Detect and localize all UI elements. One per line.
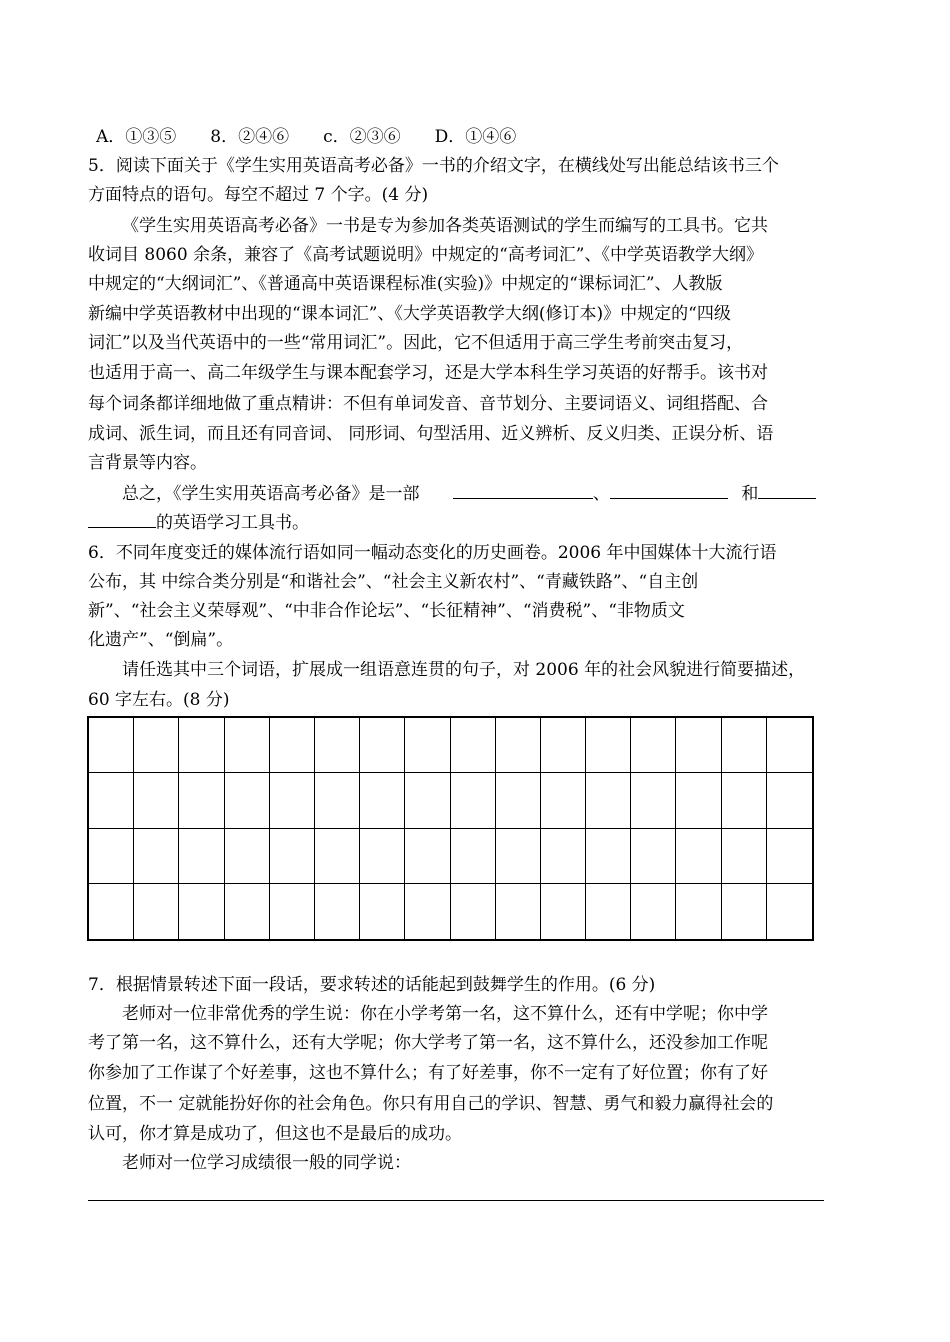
blank-3[interactable] <box>758 482 816 499</box>
grid-cell[interactable] <box>586 829 631 884</box>
grid-cell[interactable] <box>405 773 450 828</box>
q5-passage-line: 新编中学英语教材中出现的“课本词汇”、《大学英语教学大纲(修订本)》中规定的“四级 <box>88 304 731 324</box>
grid-cell[interactable] <box>89 884 134 939</box>
q6-line: 新”、“社会主义荣辱观”、“中非合作论坛”、“长征精神”、“消费税”、“非物质文 <box>88 601 685 621</box>
grid-cell[interactable] <box>360 884 405 939</box>
q7-passage-line: 考了第一名，这不算什么，还有大学呢；你大学考了第一名，这不算什么，还没参加工作呢 <box>88 1033 768 1053</box>
grid-cell[interactable] <box>134 829 179 884</box>
separator-and: 和 <box>741 484 759 504</box>
grid-cell[interactable] <box>767 773 812 828</box>
grid-cell[interactable] <box>451 829 496 884</box>
answer-grid[interactable] <box>87 716 814 941</box>
q5-passage-line: 收词目 8060 余条，兼容了《高考试题说明》中规定的“高考词汇”、《中学英语教学大纲》 <box>88 245 763 265</box>
grid-cell[interactable] <box>270 884 315 939</box>
grid-cell[interactable] <box>586 718 631 773</box>
grid-cell[interactable] <box>270 718 315 773</box>
grid-cell[interactable] <box>315 829 360 884</box>
grid-cell[interactable] <box>315 718 360 773</box>
grid-cell[interactable] <box>225 773 270 828</box>
grid-cell[interactable] <box>134 773 179 828</box>
grid-cell[interactable] <box>225 718 270 773</box>
grid-cell[interactable] <box>631 773 676 828</box>
grid-cell[interactable] <box>631 718 676 773</box>
grid-cell[interactable] <box>225 884 270 939</box>
grid-cell[interactable] <box>225 829 270 884</box>
q5-summary <box>122 482 816 504</box>
q7-passage-line: 认可，你才算是成功了，但这也不是最后的成功。 <box>88 1124 462 1144</box>
grid-cell[interactable] <box>179 718 224 773</box>
summary-start: 总之，《学生实用英语高考必备》是一部 <box>122 484 420 504</box>
grid-cell[interactable] <box>722 773 767 828</box>
grid-cell[interactable] <box>496 884 541 939</box>
grid-cell[interactable] <box>179 773 224 828</box>
grid-cell[interactable] <box>541 718 586 773</box>
q5-passage-line: 每个词条都详细地做了重点精讲：不但有单词发音、音节划分、主要词语义、词组搭配、合 <box>88 394 768 414</box>
q4-options: A．①③⑤ 8．②④⑥ c．②③⑥ D．①④⑥ <box>96 127 517 147</box>
q6-line: 公布，其 中综合类分别是“和谐社会”、“社会主义新农村”、“青藏铁路”、“自主创 <box>88 572 699 592</box>
blank-3-continued[interactable] <box>88 511 156 528</box>
answer-line[interactable] <box>88 1200 824 1201</box>
grid-cell[interactable] <box>270 829 315 884</box>
grid-cell[interactable] <box>451 773 496 828</box>
grid-cell[interactable] <box>676 829 721 884</box>
q6-task: 请任选其中三个词语，扩展成一组语意连贯的句子，对 2006 年的社会风貌进行简要描述， <box>122 660 806 680</box>
summary-end: 的英语学习工具书。 <box>156 513 309 533</box>
q5-passage-line: 《学生实用英语高考必备》一书是专为参加各类英语测试的学生而编写的工具书。它共 <box>122 216 768 236</box>
grid-cell[interactable] <box>541 773 586 828</box>
q7-passage-line: 老师对一位非常优秀的学生说：你在小学考第一名，这不算什么，还有中学呢；你中学 <box>122 1004 768 1024</box>
grid-cell[interactable] <box>541 829 586 884</box>
blank-2[interactable] <box>610 482 728 499</box>
grid-cell[interactable] <box>179 829 224 884</box>
grid-cell[interactable] <box>631 829 676 884</box>
grid-cell[interactable] <box>315 773 360 828</box>
q5-passage-line: 中规定的“大纲词汇”、《普通高中英语课程标准(实验)》中规定的“课标词汇”、人教版 <box>88 274 723 294</box>
grid-cell[interactable] <box>360 773 405 828</box>
grid-cell[interactable] <box>676 718 721 773</box>
q5-passage-line: 也适用于高一、高二年级学生与课本配套学习，还是大学本科生学习英语的好帮手。该书对 <box>88 363 768 383</box>
grid-cell[interactable] <box>767 884 812 939</box>
grid-cell[interactable] <box>405 884 450 939</box>
grid-cell[interactable] <box>360 829 405 884</box>
q5-passage-line: 言背景等内容。 <box>88 453 207 473</box>
grid-cell[interactable] <box>496 773 541 828</box>
q5-summary-end <box>88 511 309 533</box>
grid-cell[interactable] <box>89 829 134 884</box>
grid-cell[interactable] <box>89 718 134 773</box>
grid-cell[interactable] <box>496 829 541 884</box>
q7-prompt: 老师对一位学习成绩很一般的同学说： <box>122 1153 411 1173</box>
grid-cell[interactable] <box>722 884 767 939</box>
q5-line: 5．阅读下面关于《学生实用英语高考必备》一书的介绍文字，在横线处写出能总结该书三个 <box>88 156 779 176</box>
grid-cell[interactable] <box>451 884 496 939</box>
grid-cell[interactable] <box>586 773 631 828</box>
grid-cell[interactable] <box>722 718 767 773</box>
grid-cell[interactable] <box>676 884 721 939</box>
q5-passage-line: 词汇”以及当代英语中的一些“常用词汇”。因此，它不但适用于高三学生考前突击复习， <box>88 333 744 353</box>
grid-cell[interactable] <box>360 718 405 773</box>
grid-cell[interactable] <box>134 884 179 939</box>
grid-cell[interactable] <box>541 884 586 939</box>
q5-passage-line: 成词、派生词，而且还有同音词、 同形词、句型活用、近义辨析、反义归类、正误分析、语 <box>88 424 774 444</box>
grid-cell[interactable] <box>676 773 721 828</box>
grid-cell[interactable] <box>179 884 224 939</box>
q6-line: 6．不同年度变迁的媒体流行语如同一幅动态变化的历史画卷。2006 年中国媒体十大流行语 <box>88 543 777 563</box>
grid-cell[interactable] <box>315 884 360 939</box>
grid-cell[interactable] <box>631 884 676 939</box>
grid-cell[interactable] <box>405 718 450 773</box>
q6-task-2: 60 字左右。(8 分) <box>88 690 230 710</box>
grid-cell[interactable] <box>722 829 767 884</box>
grid-cell[interactable] <box>496 718 541 773</box>
grid-cell[interactable] <box>89 773 134 828</box>
grid-cell[interactable] <box>405 829 450 884</box>
q6-line: 化遗产”、“倒扁”。 <box>88 630 234 650</box>
grid-cell[interactable] <box>270 773 315 828</box>
blank-1[interactable] <box>453 482 593 499</box>
q7-passage-line: 你参加了工作谋了个好差事，这也不算什么；有了好差事，你不一定有了好位置；你有了好 <box>88 1063 768 1083</box>
separator: 、 <box>592 484 610 504</box>
grid-cell[interactable] <box>451 718 496 773</box>
grid-cell[interactable] <box>586 884 631 939</box>
q7-passage-line: 位置，不一 定就能扮好你的社会角色。你只有用自己的学识、智慧、勇气和毅力赢得社会的 <box>88 1094 774 1114</box>
grid-cell[interactable] <box>767 829 812 884</box>
grid-cell[interactable] <box>134 718 179 773</box>
q7-title: 7．根据情景转述下面一段话，要求转述的话能起到鼓舞学生的作用。(6 分) <box>88 975 656 995</box>
q5-line: 方面特点的语句。每空不超过 7 个字。(4 分) <box>88 185 429 205</box>
grid-cell[interactable] <box>767 718 812 773</box>
